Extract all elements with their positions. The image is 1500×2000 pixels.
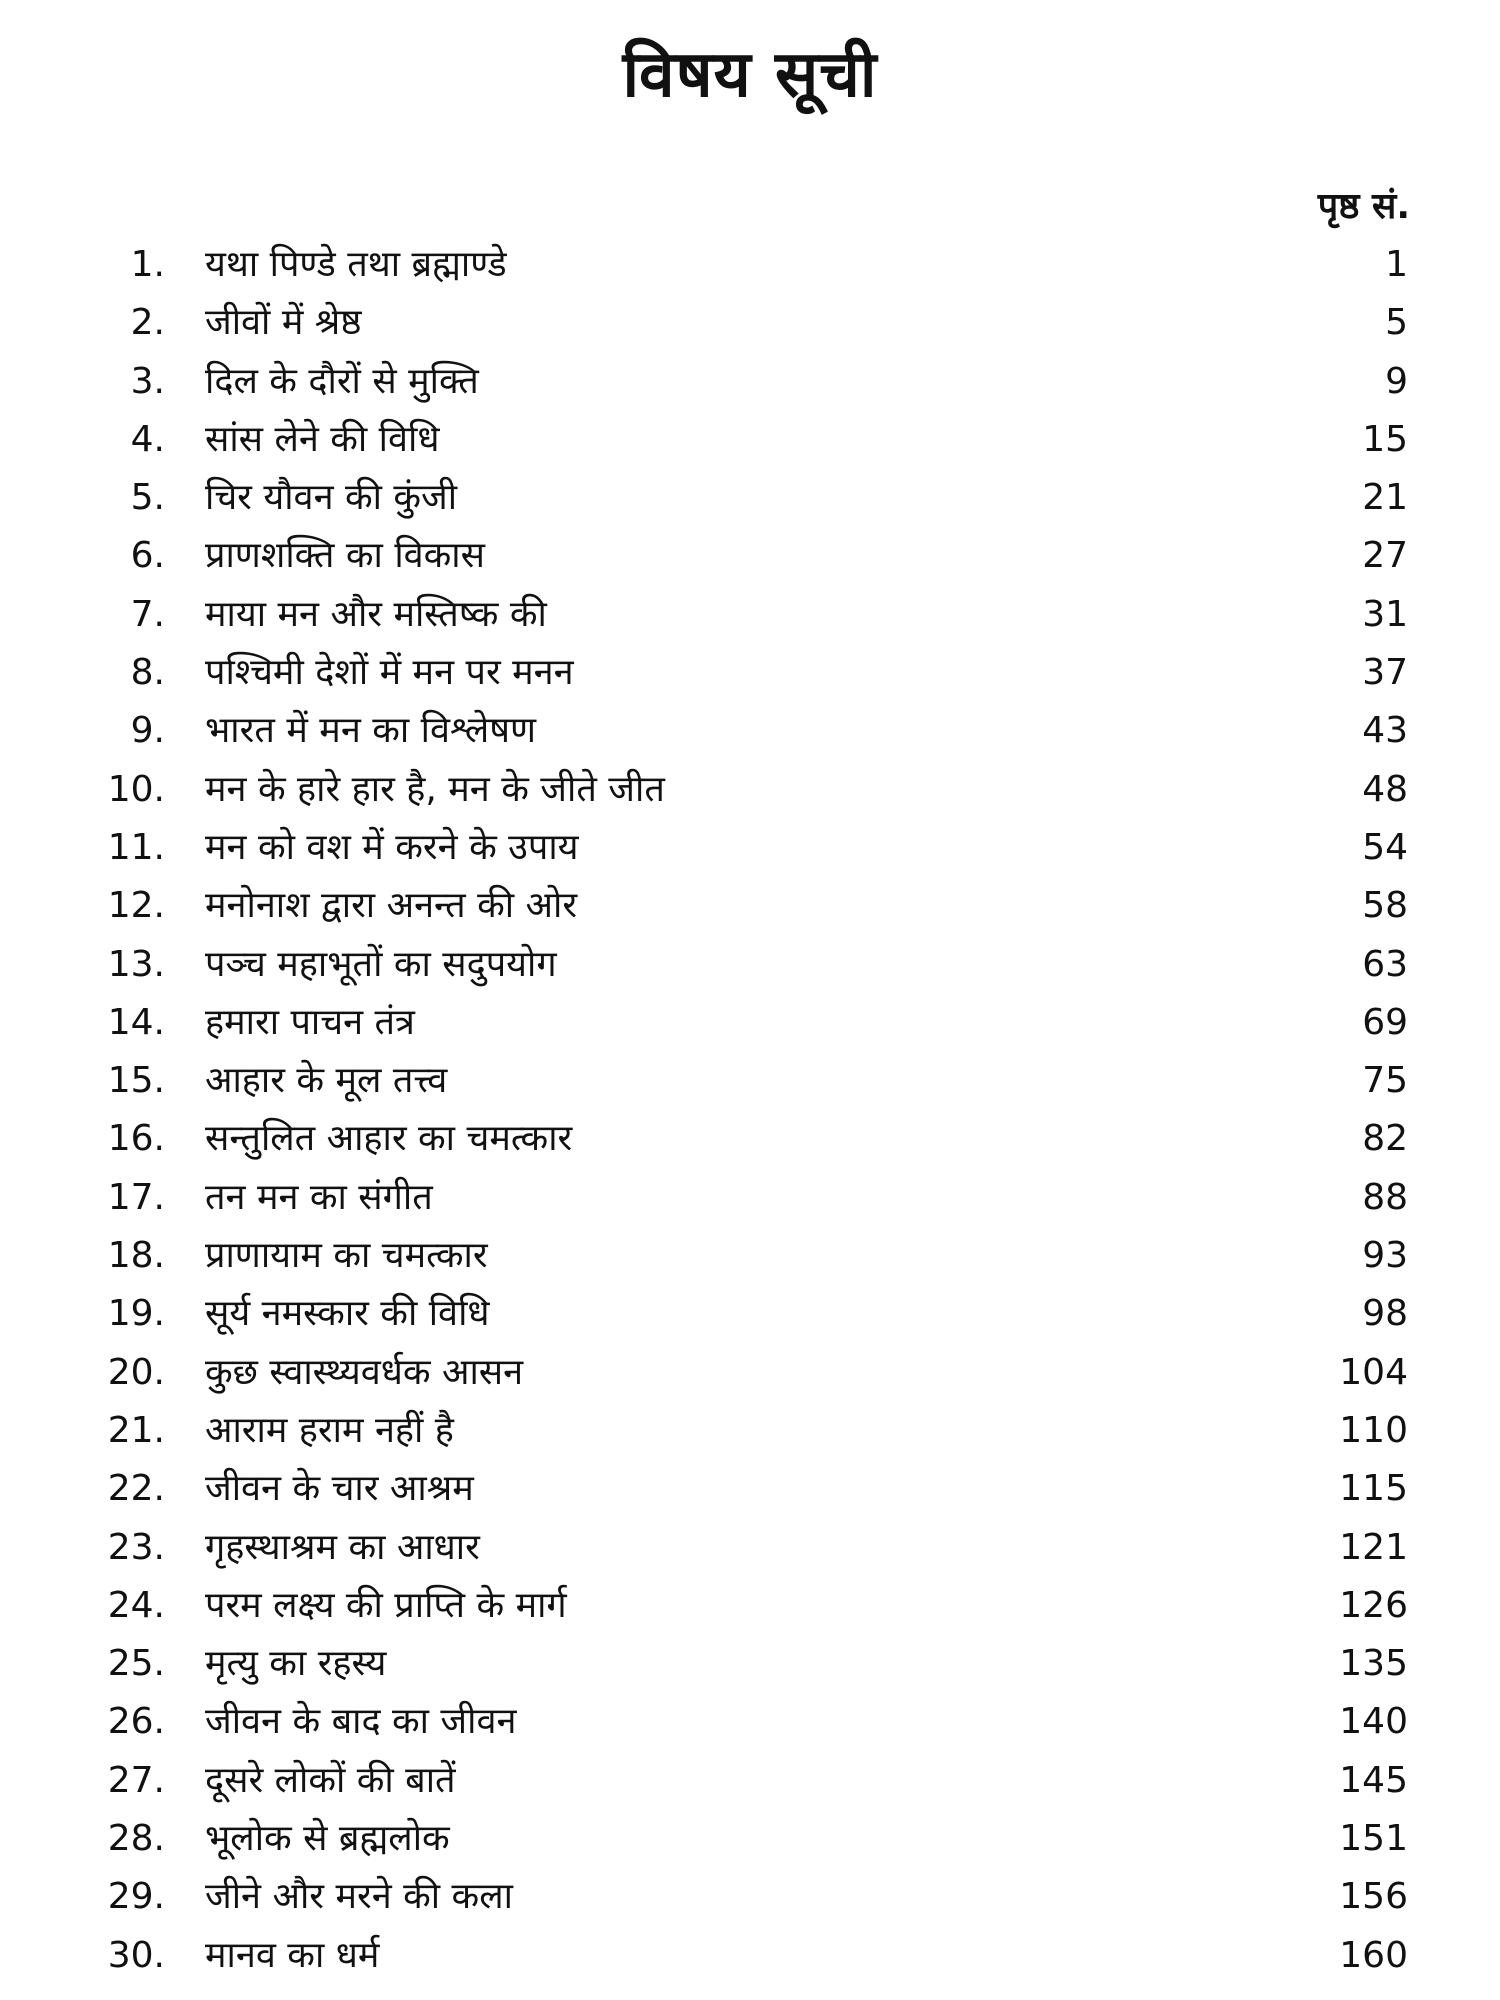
toc-entry-page: 160	[1339, 1934, 1408, 1976]
toc-entry-number: 1.	[130, 244, 165, 285]
toc-entry-title: मानव का धर्म	[205, 1934, 380, 1976]
toc-entry	[0, 819, 1500, 877]
toc-entry-number: 20.	[107, 1351, 165, 1393]
toc-entry-number: 25.	[107, 1643, 165, 1685]
toc-entry-page: 110	[1339, 1409, 1408, 1451]
toc-entry-title: पञ्च महाभूतों का सदुपयोग	[205, 943, 557, 985]
toc-entry	[0, 586, 1500, 644]
toc-entry	[0, 1810, 1500, 1868]
toc-entry-title: भूलोक से ब्रह्मलोक	[205, 1818, 450, 1860]
toc-entry-title: परम लक्ष्य की प्राप्ति के मार्ग	[205, 1584, 567, 1626]
toc-entry-title: जीवों में श्रेष्ठ	[205, 302, 362, 344]
toc-entry-page: 115	[1339, 1468, 1408, 1510]
toc-entry	[0, 1285, 1500, 1343]
toc-entry-title: जीने और मरने की कला	[205, 1876, 513, 1918]
toc-entry-page: 21	[1362, 477, 1408, 519]
toc-entry-title: सूर्य नमस्कार की विधि	[205, 1293, 490, 1335]
toc-entry	[0, 994, 1500, 1052]
toc-entry	[0, 1227, 1500, 1285]
toc-entry	[0, 1693, 1500, 1751]
toc-entry-title: मृत्यु का रहस्य	[205, 1643, 387, 1685]
toc-entry	[0, 936, 1500, 994]
toc-entry-page: 121	[1339, 1526, 1408, 1568]
toc-entry	[0, 353, 1500, 411]
toc-entry	[0, 1927, 1500, 1985]
toc-entry-page: 31	[1362, 593, 1408, 635]
toc-entry-title: कुछ स्वास्थ्यवर्धक आसन	[205, 1351, 524, 1393]
toc-entry-page: 104	[1339, 1351, 1408, 1393]
toc-entry-title: चिर यौवन की कुंजी	[205, 477, 458, 519]
toc-entry-title: आराम हराम नहीं है	[205, 1409, 454, 1451]
toc-entry-page: 1	[1385, 244, 1408, 285]
toc-entry-number: 7.	[130, 593, 165, 635]
toc-entry-title: प्राणायाम का चमत्कार	[205, 1235, 488, 1277]
toc-entry-title: तन मन का संगीत	[205, 1176, 433, 1218]
toc-entry-number: 3.	[130, 360, 165, 402]
toc-entry-number: 11.	[107, 826, 165, 868]
toc-entry-title: गृहस्थाश्रम का आधार	[205, 1526, 480, 1568]
toc-entry	[0, 1577, 1500, 1635]
toc-entry-page: 88	[1362, 1176, 1408, 1218]
toc-entry-number: 13.	[107, 943, 165, 985]
page-title: विषय सूची	[622, 38, 878, 112]
toc-entry-number: 5.	[130, 477, 165, 519]
toc-entry-number: 15.	[107, 1060, 165, 1102]
toc-entry-title: दूसरे लोकों की बातें	[205, 1759, 456, 1801]
toc-entry	[0, 294, 1500, 352]
toc-entry-page: 98	[1362, 1293, 1408, 1335]
toc-entry-page: 82	[1362, 1118, 1408, 1160]
toc-entry-number: 17.	[107, 1176, 165, 1218]
toc-entry	[0, 1052, 1500, 1110]
toc-entry-title: जीवन के चार आश्रम	[205, 1468, 474, 1510]
toc-entry	[0, 1402, 1500, 1460]
toc-entry-page: 54	[1362, 826, 1408, 868]
toc-entry-page: 140	[1339, 1701, 1408, 1743]
toc-entry-title: मन को वश में करने के उपाय	[205, 826, 579, 868]
toc-entry-title: यथा पिण्डे तथा ब्रह्माण्डे	[205, 244, 507, 285]
toc-entry-title: आहार के मूल तत्त्व	[205, 1060, 448, 1102]
toc-entry	[0, 469, 1500, 527]
toc-entry	[0, 1169, 1500, 1227]
toc-entry-number: 9.	[130, 710, 165, 752]
toc-entry-number: 30.	[107, 1934, 165, 1976]
toc-entry	[0, 527, 1500, 585]
toc-entry-number: 23.	[107, 1526, 165, 1568]
toc-entry	[0, 644, 1500, 702]
toc-entry-number: 14.	[107, 1001, 165, 1043]
toc-entry-number: 21.	[107, 1409, 165, 1451]
toc-entry-number: 26.	[107, 1701, 165, 1743]
toc-entry-number: 27.	[107, 1759, 165, 1801]
toc-entry-number: 16.	[107, 1118, 165, 1160]
toc-entry-title: जीवन के बाद का जीवन	[205, 1701, 517, 1743]
toc-entry-title: मनोनाश द्वारा अनन्त की ओर	[205, 885, 578, 927]
toc-entry-page: 27	[1362, 535, 1408, 577]
toc-entry	[0, 1752, 1500, 1810]
toc-entry-number: 10.	[107, 768, 165, 810]
toc-entry-page: 93	[1362, 1235, 1408, 1277]
toc-entry	[0, 236, 1500, 294]
toc-entry	[0, 877, 1500, 935]
toc-entry-page: 58	[1362, 885, 1408, 927]
toc-entry-title: हमारा पाचन तंत्र	[205, 1001, 415, 1043]
toc-entry-page: 145	[1339, 1759, 1408, 1801]
toc-entry	[0, 1519, 1500, 1577]
toc-entry-page: 15	[1362, 418, 1408, 460]
toc-entry-number: 24.	[107, 1584, 165, 1626]
toc-entry-number: 28.	[107, 1818, 165, 1860]
toc-entry-title: भारत में मन का विश्लेषण	[205, 710, 537, 752]
toc-entry	[0, 761, 1500, 819]
toc-entry-title: पश्चिमी देशों में मन पर मनन	[205, 652, 574, 694]
toc-entry-page: 9	[1385, 360, 1408, 402]
table-of-contents	[0, 236, 1500, 1985]
page-number-column-header: पृष्ठ सं.	[1317, 186, 1410, 227]
toc-entry-page: 151	[1339, 1818, 1408, 1860]
toc-entry-number: 12.	[107, 885, 165, 927]
toc-entry-number: 29.	[107, 1876, 165, 1918]
toc-entry-number: 22.	[107, 1468, 165, 1510]
toc-entry-page: 156	[1339, 1876, 1408, 1918]
toc-entry	[0, 1344, 1500, 1402]
toc-entry-number: 18.	[107, 1235, 165, 1277]
toc-entry	[0, 1110, 1500, 1168]
toc-entry-page: 126	[1339, 1584, 1408, 1626]
toc-entry	[0, 1460, 1500, 1518]
toc-entry-title: दिल के दौरों से मुक्ति	[205, 360, 479, 402]
toc-entry-page: 37	[1362, 652, 1408, 694]
toc-entry-page: 5	[1385, 302, 1408, 344]
toc-entry-title: प्राणशक्ति का विकास	[205, 535, 485, 577]
toc-entry-page: 135	[1339, 1643, 1408, 1685]
toc-entry-number: 8.	[130, 652, 165, 694]
toc-entry-number: 4.	[130, 418, 165, 460]
toc-entry-title: सन्तुलित आहार का चमत्कार	[205, 1118, 573, 1160]
toc-entry-title: माया मन और मस्तिष्क की	[205, 593, 547, 635]
toc-entry	[0, 1635, 1500, 1693]
toc-entry-title: मन के हारे हार है, मन के जीते जीत	[205, 768, 665, 810]
toc-entry	[0, 1868, 1500, 1926]
toc-entry-number: 2.	[130, 302, 165, 344]
toc-entry-page: 69	[1362, 1001, 1408, 1043]
toc-entry-number: 19.	[107, 1293, 165, 1335]
toc-entry-page: 75	[1362, 1060, 1408, 1102]
toc-entry-page: 43	[1362, 710, 1408, 752]
toc-entry-title: सांस लेने की विधि	[205, 418, 440, 460]
toc-entry-page: 63	[1362, 943, 1408, 985]
toc-entry-number: 6.	[130, 535, 165, 577]
toc-entry	[0, 411, 1500, 469]
toc-entry	[0, 702, 1500, 760]
toc-entry-page: 48	[1362, 768, 1408, 810]
